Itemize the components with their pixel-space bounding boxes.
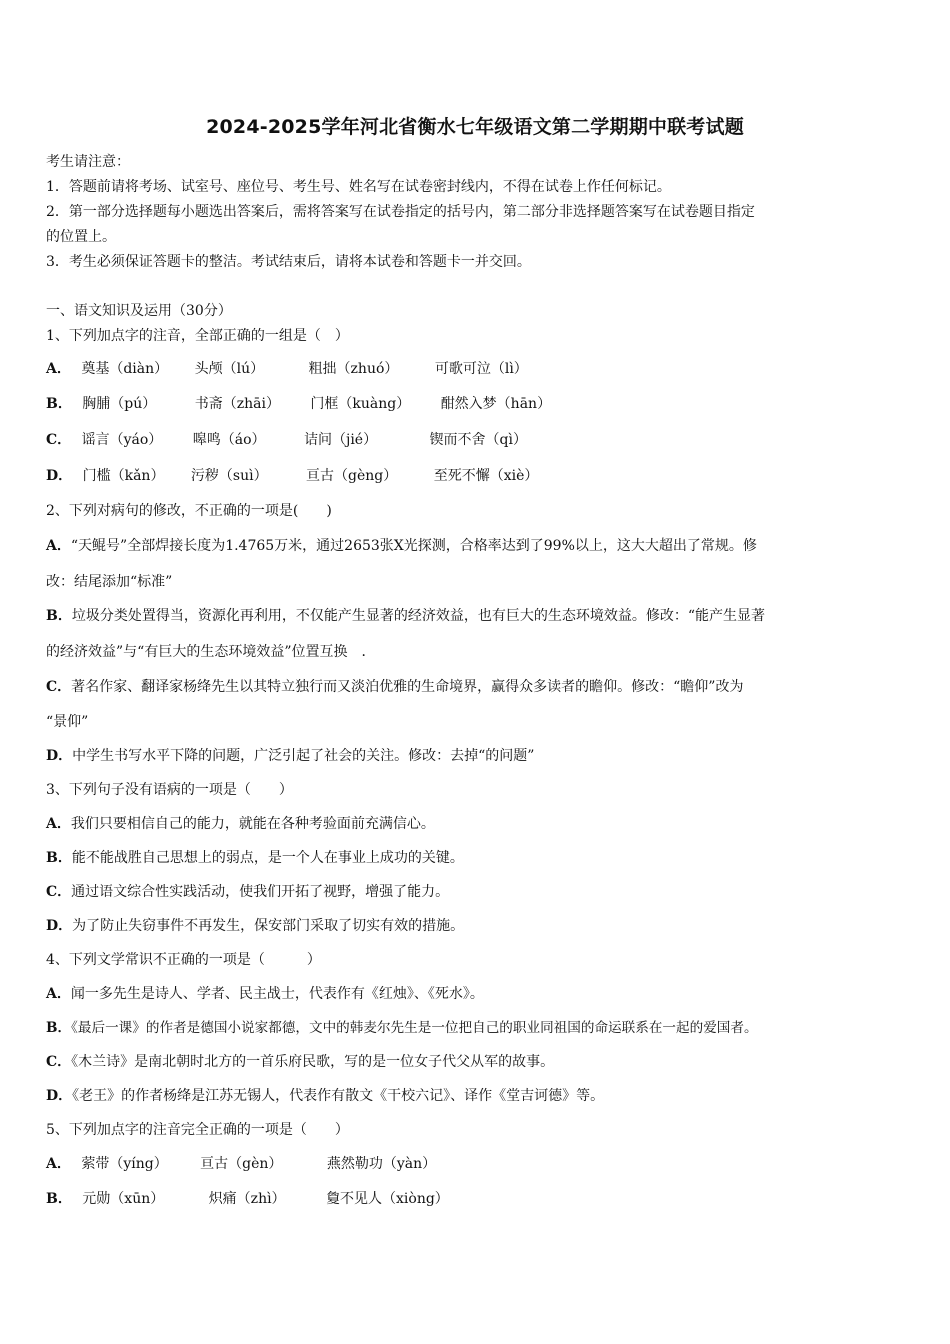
q1-a-item-4: 可歌可泣（lì） <box>434 361 528 377</box>
option-label: C． <box>46 432 72 448</box>
q5-stem: 5、下列加点字的注音完全正确的一项是（ ） <box>46 1122 349 1138</box>
q2-c-text: 著名作家、翻译家杨绛先生以其特立独行而又淡泊优雅的生命境界，赢得众多读者的瞻仰。修改：“瞻仰”改为 <box>71 679 744 695</box>
q3-d-text: 为了防止失窃事件不再发生，保安部门采取了切实有效的措施。 <box>72 918 465 934</box>
q5-a-item-3: 燕然勒功（yàn） <box>326 1156 437 1172</box>
q5-a-item-1: 萦带（yíng） <box>81 1156 168 1172</box>
option-label: D． <box>46 748 73 764</box>
q4-b-text: 《最后一课》的作者是德国小说家都德，文中的韩麦尔先生是一位把自己的职业同祖国的命运联系在一起的爱国者。 <box>71 1020 758 1036</box>
q4-option-b <box>46 1018 758 1038</box>
q1-a-item-3: 粗拙（zhuó） <box>308 361 399 377</box>
option-label: B． <box>46 1020 72 1036</box>
option-label: C． <box>46 884 72 900</box>
q1-option-b <box>46 394 573 414</box>
q3-option-b <box>46 848 464 868</box>
q5-a-item-2: 亘古（gèn） <box>200 1156 283 1172</box>
q3-a-text: 我们只要相信自己的能力，就能在各种考验面前充满信心。 <box>70 816 435 832</box>
q4-option-a <box>46 984 484 1004</box>
q2-option-b-cont: 的经济效益”与“有巨大的生态环境效益”位置互换 ． <box>46 644 376 660</box>
option-label: A． <box>46 986 71 1002</box>
q4-stem: 4、下列文学常识不正确的一项是（ ） <box>46 952 321 968</box>
option-label: B． <box>46 1191 72 1207</box>
q4-d-text: 《老王》的作者杨绛是江苏无锡人，代表作有散文《干校六记》、译作《堂吉诃德》等。 <box>72 1088 605 1104</box>
q3-c-text: 通过语文综合性实践活动，使我们开拓了视野，增强了能力。 <box>71 884 450 900</box>
q1-c-item-2: 嗥鸣（áo） <box>192 432 266 448</box>
option-label: A． <box>46 361 71 377</box>
q4-option-c <box>46 1052 554 1072</box>
q1-d-item-3: 亘古（gèng） <box>306 468 398 484</box>
q1-option-a <box>46 359 550 379</box>
q1-b-item-3: 门框（kuàng） <box>310 396 411 412</box>
q1-d-item-2: 污秽（suì） <box>190 468 268 484</box>
option-label: A． <box>46 816 71 832</box>
q2-option-d <box>46 746 534 766</box>
q2-option-c-cont: “景仰” <box>46 714 89 730</box>
q2-b-text: 垃圾分类处置得当，资源化再利用，不仅能产生显著的经济效益，也有巨大的生态环境效益。修改：“能产生显著 <box>71 608 765 624</box>
notice-item-1: 1．答题前请将考场、试室号、座位号、考生号、姓名写在试卷密封线内，不得在试卷上作任何标记。 <box>46 179 671 195</box>
q5-b-item-1: 元勋（xūn） <box>82 1191 165 1207</box>
q1-a-item-2: 头颅（lú） <box>194 361 265 377</box>
notice-heading: 考生请注意： <box>46 154 130 170</box>
q2-stem: 2、下列对病句的修改，不正确的一项是( ) <box>46 503 332 519</box>
option-label: C． <box>46 679 72 695</box>
notice-item-2-cont: 的位置上。 <box>46 229 116 245</box>
q5-option-a <box>46 1154 458 1174</box>
q4-option-d <box>46 1086 604 1106</box>
option-label: D． <box>46 1088 73 1104</box>
q1-option-d <box>46 466 560 486</box>
q1-b-item-1: 胸脯（pú） <box>82 396 157 412</box>
exam-title: 2024-2025学年河北省衡水七年级语文第二学期期中联考试题 <box>206 116 744 138</box>
q2-option-a-cont: 改：结尾添加“标准” <box>46 574 173 590</box>
q3-b-text: 能不能战胜自己思想上的弱点，是一个人在事业上成功的关键。 <box>71 850 464 866</box>
option-label: B． <box>46 396 72 412</box>
q3-option-d <box>46 916 464 936</box>
q4-c-text: 《木兰诗》是南北朝时北方的一首乐府民歌，写的是一位女子代父从军的故事。 <box>71 1054 555 1070</box>
q4-a-text: 闻一多先生是诗人、学者、民主战士，代表作有《红烛》、《死水》。 <box>70 986 484 1002</box>
q3-stem: 3、下列句子没有语病的一项是（ ） <box>46 782 293 798</box>
option-label: A． <box>46 538 71 554</box>
q5-b-item-3: 敻不见人（xiòng） <box>326 1191 449 1207</box>
q1-a-item-1: 奠基（diàn） <box>81 361 169 377</box>
option-label: D． <box>46 468 73 484</box>
q2-option-c <box>46 677 743 697</box>
q5-option-b <box>46 1189 471 1209</box>
q2-option-b <box>46 606 765 626</box>
q2-a-text: “天鲲号”全部焊接长度为1.4765万米，通过2653张X光探测，合格率达到了99%以上，这大大超出了常规。修 <box>70 538 757 554</box>
option-label: B． <box>46 608 72 624</box>
option-label: C． <box>46 1054 72 1070</box>
option-label: D． <box>46 918 73 934</box>
q1-b-item-2: 书斋（zhāi） <box>194 396 280 412</box>
q1-d-item-4: 至死不懈（xiè） <box>433 468 539 484</box>
notice-item-3: 3．考生必须保证答题卡的整洁。考试结束后，请将本试卷和答题卡一并交回。 <box>46 254 531 270</box>
q1-option-c <box>46 430 549 450</box>
q2-option-a <box>46 536 757 556</box>
q1-c-item-3: 诘问（jié） <box>303 432 378 448</box>
option-label: B． <box>46 850 72 866</box>
q5-b-item-2: 炽痛（zhì） <box>208 1191 286 1207</box>
q1-b-item-4: 酣然入梦（hān） <box>440 396 552 412</box>
q1-stem: 1、下列加点字的注音，全部正确的一组是（ ） <box>46 328 349 344</box>
q1-d-item-1: 门槛（kǎn） <box>82 468 165 484</box>
notice-item-2: 2．第一部分选择题每小题选出答案后，需将答案写在试卷指定的括号内，第二部分非选择题答案写在试卷题目指定 <box>46 204 755 220</box>
q3-option-a <box>46 814 435 834</box>
q3-option-c <box>46 882 449 902</box>
q1-c-item-4: 锲而不舍（qì） <box>429 432 527 448</box>
option-label: A． <box>46 1156 71 1172</box>
section-heading: 一、语文知识及运用（30分） <box>46 303 232 319</box>
q2-d-text: 中学生书写水平下降的问题，广泛引起了社会的关注。修改：去掉“的问题” <box>72 748 535 764</box>
q1-c-item-1: 谣言（yáo） <box>81 432 163 448</box>
